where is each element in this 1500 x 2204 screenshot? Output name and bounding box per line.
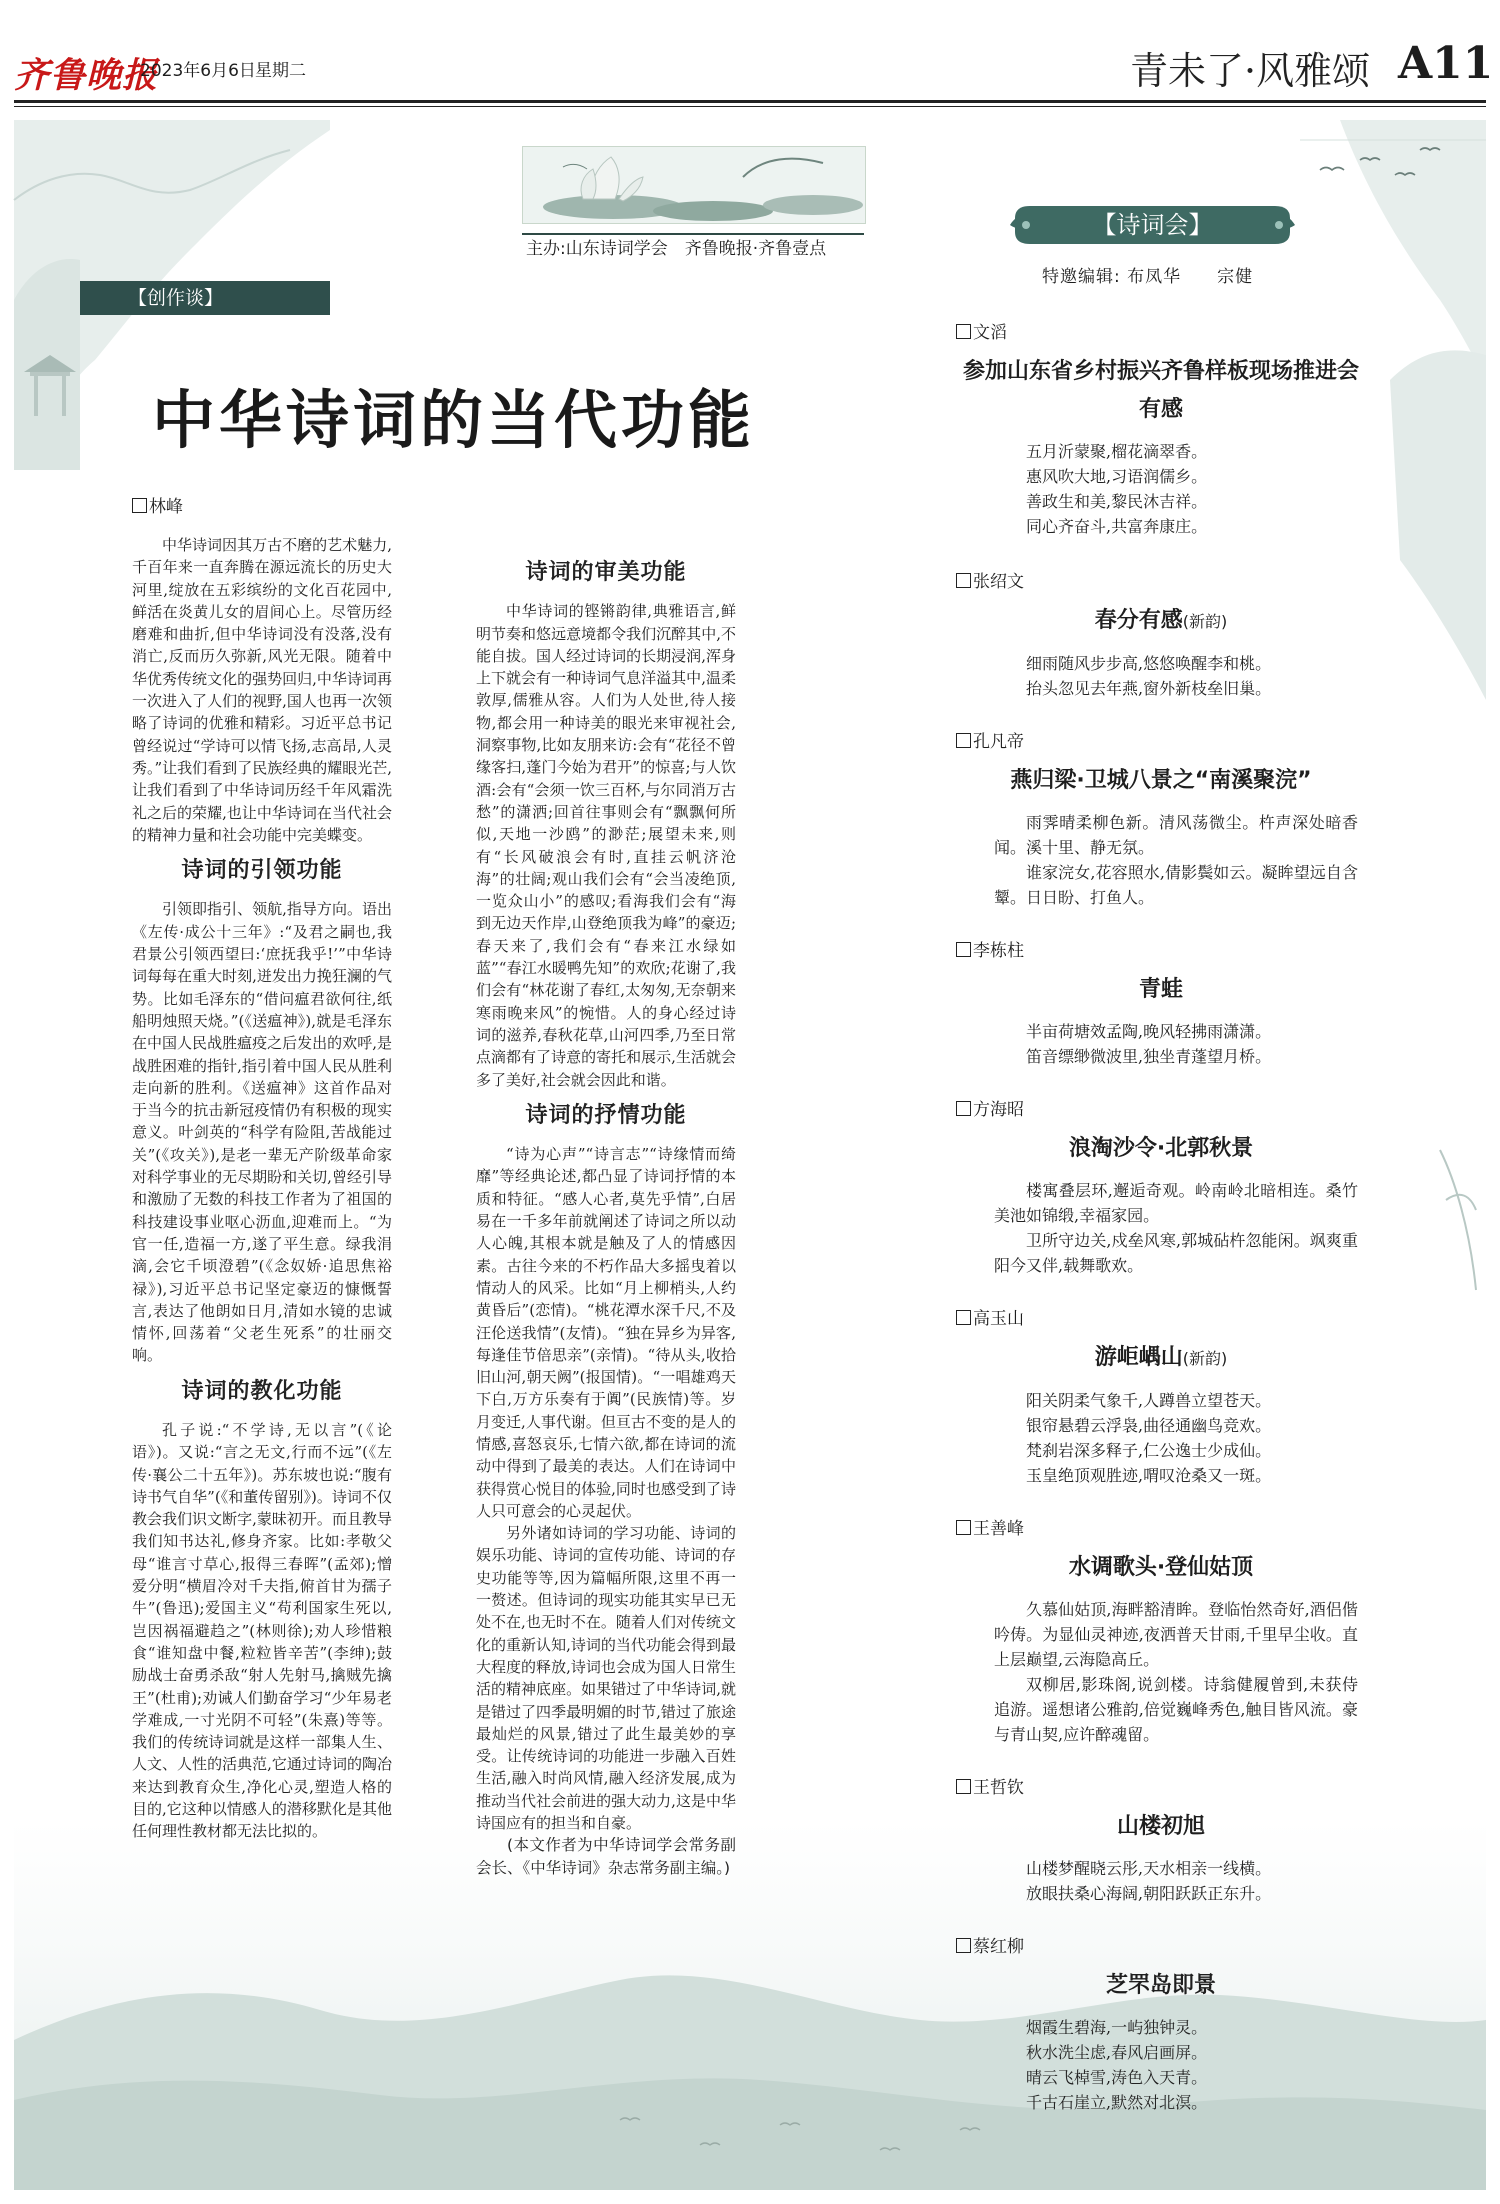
article-author: 林峰	[149, 497, 183, 517]
poem-title-line	[956, 762, 1366, 800]
byline-box-icon	[956, 1520, 971, 1535]
poem-entry	[956, 1773, 1366, 1906]
poem-author-line	[956, 1304, 1366, 1329]
poem-body	[956, 651, 1366, 701]
poem-line: 久慕仙姑顶,海畔豁清眸。登临怡然奇好,酒侣偕吟俦。为显仙灵神迹,夜洒普天甘雨,千里早尘收。直上层巅望,云海隐高丘。	[994, 1600, 1358, 1669]
poem-line: 梵刹岩深多释子,仁公逸士少成仙。	[1026, 1441, 1272, 1460]
poem-title: 春分有感	[1094, 608, 1183, 633]
section-heading: 诗词的教化功能	[181, 1378, 343, 1404]
poem-title: 浪淘沙令·北郭秋景	[1068, 1136, 1254, 1161]
byline-box-icon	[956, 1779, 971, 1794]
poem-line: 五月沂蒙聚,榴花滴翠香。	[1026, 442, 1208, 461]
poem-line: 细雨随风步步高,悠悠唤醒李和桃。	[1026, 654, 1272, 673]
poem-author: 王哲钦	[973, 1778, 1024, 1798]
poem-line: 玉皇绝顶观胜迹,喟叹沧桑又一斑。	[1026, 1466, 1272, 1485]
poem-title-line	[956, 1339, 1366, 1378]
poem-author-line	[956, 1095, 1366, 1120]
column-tag: 【创作谈】	[80, 281, 330, 315]
poem-author-line	[956, 1932, 1366, 1957]
poem-body	[956, 439, 1366, 539]
byline-box-icon	[956, 324, 971, 339]
poem-entry	[956, 567, 1366, 701]
poem-author: 王善峰	[973, 1519, 1024, 1539]
sponsor-line: 主办:山东诗词学会 齐鲁晚报·齐鲁壹点	[522, 233, 864, 261]
poem-title: 芝罘岛即景	[1105, 1973, 1216, 1998]
poem-title-line	[956, 353, 1366, 429]
poem-line: 银帘悬碧云浮袅,曲径通幽鸟竞欢。	[1026, 1416, 1272, 1435]
masthead	[0, 0, 1500, 112]
byline-box-icon	[956, 733, 971, 748]
poems-column	[956, 318, 1366, 2115]
poem-author: 李栋柱	[973, 941, 1024, 961]
poem-body	[956, 2015, 1366, 2115]
poem-entry	[956, 1095, 1366, 1278]
poetry-tag: 【诗词会】	[1092, 211, 1213, 239]
poem-author-line	[956, 727, 1366, 752]
poem-line: 阳关阴柔气象千,人蹲兽立望苍天。	[1026, 1391, 1272, 1410]
poem-line: 秋水洗尘虑,春风启画屏。	[1026, 2043, 1208, 2062]
poem-title: 山楼初旭	[1116, 1814, 1205, 1839]
poem-author-line	[956, 936, 1366, 961]
poem-body	[956, 1019, 1366, 1069]
poem-entry	[956, 1514, 1366, 1747]
masthead-rule-thin	[14, 106, 1486, 107]
lotus-painting	[522, 146, 866, 224]
newspaper-logo: 齐鲁晚报	[14, 55, 159, 96]
byline-box-icon	[956, 1938, 971, 1953]
poem-author: 孔凡帝	[973, 732, 1024, 752]
article-column-2	[476, 562, 736, 1879]
poem-author: 张绍文	[973, 572, 1024, 592]
poem-author: 高玉山	[973, 1309, 1024, 1329]
article-title: 中华诗词的当代功能	[152, 383, 755, 457]
poem-line: 同心齐奋斗,共富奔康庄。	[1026, 517, 1208, 536]
poem-title: 青蛙	[1138, 977, 1183, 1002]
poem-title-line	[956, 1549, 1366, 1587]
poem-title-line	[956, 1808, 1366, 1846]
poem-title-line	[956, 971, 1366, 1009]
poem-line: 双柳居,影珠阁,说剑楼。诗翁健履曾到,未获侍追游。遥想诸公雅韵,倍觉巍峰秀色,触目皆风流。豪与青山契,应许醉魂留。	[994, 1675, 1358, 1744]
article-paragraph: 另外诸如诗词的学习功能、诗词的娱乐功能、诗词的宣传功能、诗词的存史功能等等,因为篇幅所限,这里不再一一赘述。但诗词的现实功能其实早已无处不在,也无时不在。随着人们对传统文化的重新认知,诗词的当代功能会得到最大程度的释放,诗词也会成为国人日常生活的精神底座。如果错过了中华诗词,就是错过了四季最明媚的时节,错过了旅途最灿烂的风景,错过了此生最美妙的享受。让传统诗词的功能进一步融入百姓生活,融入时尚风情,融入经济发展,成为推动当代社会前进的强大动力,这是中华诗国应有的担当和自豪。	[476, 1524, 736, 1833]
section-heading: 诗词的引领功能	[181, 858, 343, 884]
poem-author-line	[956, 1514, 1366, 1539]
poem-entry	[956, 1304, 1366, 1488]
article-paragraph: “诗为心声”“诗言志”“诗缘情而绮靡”等经典论述,都凸显了诗词抒情的本质和特征。“感人心者,莫先乎情”,白居易在一千多年前就阐述了诗词之所以动人心魄,其根本就是触及了人的情感因素。古往今来的不朽作品大多摇曳着以情动人的风采。比如“月上柳梢头,人约黄昏后”(恋情)。“桃花潭水深千尺,不及汪伦送我情”(友情)。“独在异乡为异客,每逢佳节倍思亲”(亲情)。“待从头,收拾旧山河,朝天阙”(报国情)。“一唱雄鸡天下白,万方乐奏有于阗”(民族情)等。岁月变迁,人事代谢。但亘古不变的是人的情感,喜怒哀乐,七情六欲,都在诗词的流动中得到了最美的表达。人们在诗词中获得赏心悦目的体验,同时也感受到了诗人只可意会的心灵起伏。	[476, 1145, 736, 1520]
poem-line: 晴云飞棹雪,涛色入天青。	[1026, 2068, 1208, 2087]
poem-rhyme-tag: (新韵)	[1182, 1349, 1228, 1368]
poem-line: 卫所守边关,戍垒风寒,郭城砧杵忽能闲。飒爽重阳今又伴,载舞歌欢。	[994, 1231, 1358, 1275]
poem-author: 文滔	[973, 323, 1007, 343]
poem-line: 楼寓叠层环,邂逅奇观。岭南岭北暗相连。桑竹美池如锦缎,幸福家园。	[994, 1181, 1358, 1225]
byline-box-icon	[956, 1101, 971, 1116]
masthead-rule	[14, 100, 1486, 103]
article-column-1	[132, 534, 392, 1843]
poem-entry	[956, 727, 1366, 910]
poem-line: 半亩荷塘效孟陶,晚风轻拂雨潇潇。	[1026, 1022, 1272, 1041]
poetry-banner	[1010, 200, 1295, 250]
poem-line: 惠风吹大地,习语润儒乡。	[1026, 467, 1208, 486]
poem-line: 放眼扶桑心海阔,朝阳跃跃正东升。	[1026, 1884, 1272, 1903]
byline-box-icon	[956, 573, 971, 588]
poem-entry	[956, 318, 1366, 539]
poem-body	[956, 810, 1366, 910]
poem-line: 善政生和美,黎民沐吉祥。	[1026, 492, 1208, 511]
poem-author-line	[956, 318, 1366, 343]
page-number: A11	[1398, 38, 1494, 89]
section-title: 青未了·风雅颂	[1130, 49, 1371, 93]
poem-body	[956, 1856, 1366, 1906]
guest-editors: 特邀编辑: 布凤华 宗健	[1042, 267, 1254, 287]
poem-line: 千古石崖立,默然对北溟。	[1026, 2093, 1208, 2112]
poem-body	[956, 1597, 1366, 1747]
poem-rhyme-tag: (新韵)	[1182, 612, 1228, 631]
poem-line: 谁家浣女,花容照水,倩影鬓如云。凝眸望远自含颦。日日盼、打鱼人。	[994, 863, 1358, 907]
byline-box-icon	[956, 1310, 971, 1325]
poem-author-line	[956, 1773, 1366, 1798]
article-intro: 中华诗词因其万古不磨的艺术魅力,千百年来一直奔腾在源远流长的历史大河里,绽放在五彩缤纷的文化百花园中,鲜活在炎黄儿女的眉间心上。尽管历经磨难和曲折,但中华诗词没有没落,没有消亡,反而历久弥新,风光无限。随着中华优秀传统文化的强势回归,中华诗词再一次进入了人们的视野,国人也再一次领略了诗词的优雅和精彩。习近平总书记曾经说过“学诗可以情飞扬,志高昂,人灵秀。”让我们看到了民族经典的耀眼光芒,让我们看到了中华诗词历经千年风霜洗礼之后的荣耀,也让中华诗词在当代社会的精神力量和社会功能中完美蝶变。	[132, 536, 392, 844]
author-note: (本文作者为中华诗词学会常务副会长、《中华诗词》杂志常务副主编。)	[476, 1836, 736, 1877]
poem-title-line	[956, 602, 1366, 641]
article-paragraph: 中华诗词的铿锵韵律,典雅语言,鲜明节奏和悠远意境都令我们沉醉其中,不能自拔。国人经过诗词的长期浸润,浑身上下就会有一种诗词气息洋溢其中,温柔敦厚,儒雅从容。人们为人处世,待人接物,都会用一种诗美的眼光来审视社会,洞察事物,比如友朋来访:会有“花径不曾缘客扫,蓬门今始为君开”的惊喜;与人饮酒:会有“会须一饮三百杯,与尔同消万古愁”的潇洒;回首往事则会有“飘飘何所似,天地一沙鸥”的渺茫;展望未来,则有“长风破浪会有时,直挂云帆济沧海”的壮阔;观山我们会有“会当凌绝顶,一览众山小”的感叹;看海我们会有“海到无边天作岸,山登绝顶我为峰”的豪迈;春天来了,我们会有“春来江水绿如蓝”“春江水暖鸭先知”的欢欣;花谢了,我们会有“林花谢了春红,太匆匆,无奈朝来寒雨晚来风”的惋惜。人的身心经过诗词的滋养,春秋花草,山河四季,乃至日常点滴都有了诗意的寄托和展示,生活就会多了美好,社会就会因此和谐。	[476, 602, 736, 1089]
section-heading: 诗词的审美功能	[525, 560, 687, 585]
poem-title: 参加山东省乡村振兴齐鲁样板现场推进会有感	[962, 359, 1359, 422]
poem-line: 抬头忽见去年燕,窗外新枝垒旧巢。	[1026, 679, 1272, 698]
poem-title-line	[956, 1130, 1366, 1168]
section-heading: 诗词的抒情功能	[525, 1102, 687, 1128]
lotus-icon	[523, 147, 865, 223]
poem-body	[956, 1178, 1366, 1278]
issue-weekday: 星期二	[255, 61, 306, 81]
poem-author: 方海昭	[973, 1100, 1024, 1120]
poem-body	[956, 1388, 1366, 1488]
poem-entry	[956, 936, 1366, 1069]
poem-author-line	[956, 567, 1366, 592]
poem-line: 山楼梦醒晓云彤,天水相亲一线横。	[1026, 1859, 1272, 1878]
poem-line: 烟霞生碧海,一屿独钟灵。	[1026, 2018, 1208, 2037]
poem-line: 笛音缥缈微波里,独坐青蓬望月桥。	[1026, 1047, 1272, 1066]
poem-title-line	[956, 1967, 1366, 2005]
poem-author: 蔡红柳	[973, 1937, 1024, 1957]
poem-title: 燕归梁·卫城八景之“南溪聚浣”	[1010, 768, 1312, 793]
article-byline	[132, 492, 183, 517]
issue-date: 2023年6月6日	[140, 61, 256, 81]
article-paragraph: 引领即指引、领航,指导方向。语出《左传·成公十三年》:“及君之嗣也,我君景公引领西望曰:‘庶抚我乎!’”中华诗词每每在重大时刻,迸发出力挽狂澜的气势。比如毛泽东的“借问瘟君欲何往,纸船明烛照天烧。”(《送瘟神》),就是毛泽东在中国人民战胜瘟疫之后发出的欢呼,是战胜困难的指针,指引着中国人民从胜利走向新的胜利。《送瘟神》这首作品对于当今的抗击新冠疫情仍有积极的现实意义。叶剑英的“科学有险阻,苦战能过关”(《攻关》),是老一辈无产阶级革命家对科学事业的无尽期盼和关切,曾经引导和激励了无数的科技工作者为了祖国的科技建设事业呕心沥血,迎难而上。“为官一任,造福一方,遂了平生意。绿我涓滴,会它千顷澄碧”(《念奴娇·追思焦裕禄》),习近平总书记坚定豪迈的慷慨誓言,表达了他朗如日月,清如水镜的忠诚情怀,回荡着“父老生死系”的壮丽交响。	[132, 900, 392, 1365]
byline-box-icon	[132, 498, 147, 513]
poem-line: 雨霁晴柔柳色新。清风荡微尘。杵声深处暗香闻。溪十里、静无氛。	[994, 813, 1358, 857]
article-paragraph: 孔子说:“不学诗,无以言”(《论语》)。又说:“言之无文,行而不远”(《左传·襄公二十五年》)。苏东坡也说:“腹有诗书气自华”(《和董传留别》)。诗词不仅教会我们识文断字,蒙昧初开。而且教导我们知书达礼,修身齐家。比如:孝敬父母“谁言寸草心,报得三春晖”(孟郊);憎爱分明“横眉冷对千夫指,俯首甘为孺子牛”(鲁迅);爱国主义“苟利国家生死以,岂因祸福避趋之”(林则徐);劝人珍惜粮食“谁知盘中餐,粒粒皆辛苦”(李绅);鼓励战士奋勇杀敌“射人先射马,擒贼先擒王”(杜甫);劝诫人们勤奋学习“少年易老学难成,一寸光阴不可轻”(朱熹)等等。我们的传统诗词就是这样一部集人生、人文、人性的活典范,它通过诗词的陶冶来达到教育众生,净化心灵,塑造人格的目的,它这种以情感人的潜移默化是其他任何理性教材都无法比拟的。	[132, 1420, 392, 1841]
poem-title: 水调歌头·登仙姑顶	[1068, 1555, 1254, 1580]
poem-entry	[956, 1932, 1366, 2115]
poem-title: 游岠嵎山	[1094, 1345, 1183, 1370]
byline-box-icon	[956, 942, 971, 957]
